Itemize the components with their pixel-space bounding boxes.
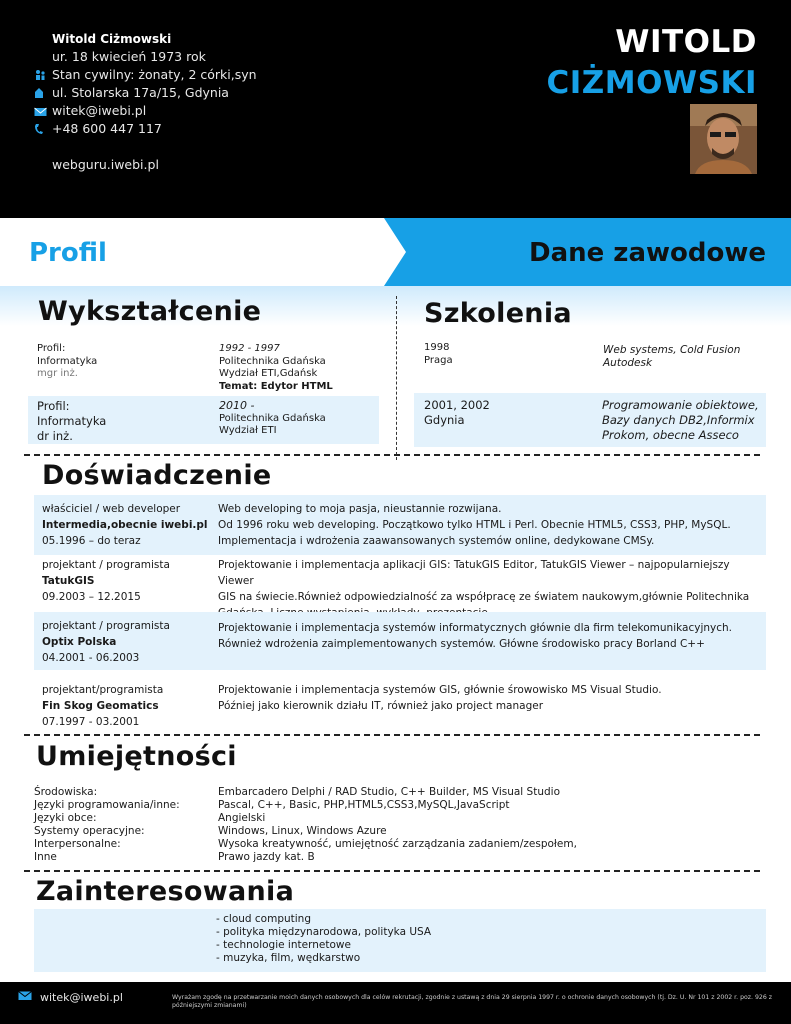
list-item: - cloud computing <box>216 913 311 925</box>
skill-row: Języki programowania/inne: Pascal, C++, Basic, PHP,HTML5,CSS3,MySQL,JavaScript <box>34 799 510 811</box>
email-icon <box>18 990 32 1004</box>
email-icon <box>34 106 52 117</box>
interests-band <box>34 909 766 972</box>
exp-entry-2: projektant / programista TatukGIS 09.2003 – 12.2015 Projektowanie i implementacja aplikacji GIS: TatukGIS Editor, TatukGIS Viewer – najpopularniejszy Viewer GIS na świecie.Również odpowiedzialność za współpracę ze światem naukowym,głównie Politechnika <box>42 559 750 603</box>
interests-list <box>216 913 431 965</box>
exp-entry-1: właściciel / web developer Intermedia,obecnie iwebi.pl 05.1996 – do teraz Web developing to moja pasja, nieustannie rozwijana. Od 1996 roku web developing. Początkowo tylko HTML i Perl. Obecnie HTML5, CSS3, PHP, MySQL. Implementacja i wdrożenia zaawansowanych systemów online, dedykowane CMSy. <box>42 503 731 547</box>
interests-title: Zainteresowania <box>36 876 295 907</box>
list-item: - technologie internetowe <box>216 939 351 951</box>
footer-email[interactable]: witek@iwebi.pl <box>40 990 123 1004</box>
edu1-school: 1992 - 1997 Politechnika Gdańska Wydział ETI,Gdańsk Temat: Edytor HTML <box>219 343 333 392</box>
contact-website[interactable]: webguru.iwebi.pl <box>52 157 159 172</box>
profile-photo <box>690 104 757 174</box>
edu2-school: 2010 - Politechnika Gdańska Wydział ETI <box>219 399 326 436</box>
name-heading <box>546 22 757 104</box>
experience-title: Doświadczenie <box>42 460 272 491</box>
skill-row: Interpersonalne: Wysoka kreatywność, umiejętność zarządzania zadaniem/zespołem, <box>34 838 577 850</box>
header <box>0 0 791 218</box>
footer-legal-note: Wyrażam zgodę na przetwarzanie moich danych osobowych dla celów rekrutacji, zgodnie z ustawą z dnia 29 sierpnia 1997 r. o ochronie danych osobowych (tj. Dz. U. Nr 101 z 2002 r. poz. 926 z późniejszymi zmianami) <box>172 994 773 1009</box>
exp-entry-4: projektant/programista Fin Skog Geomatics 07.1997 - 03.2001 Projektowanie i implementacja systemów GIS, głównie śrowowisko MS Visual Studio. Później jako kierownik działu IT, również jako project manager <box>42 684 662 728</box>
education-title: Wykształcenie <box>38 296 262 327</box>
trainings-title: Szkolenia <box>424 298 572 329</box>
list-item: - muzyka, film, wędkarstwo <box>216 952 361 964</box>
skills-table <box>34 786 577 864</box>
banner-dane-zawodowe: Dane zawodowe <box>528 238 766 268</box>
home-icon <box>34 87 52 99</box>
edu1-profile: Profil: Informatyka mgr inż. <box>37 343 98 379</box>
skill-row: Języki obce: Angielski <box>34 812 266 824</box>
train2-topic: Programowanie obiektowe, Bazy danych DB2,Informix Prokom, obecne Asseco <box>602 398 759 442</box>
contact-phone: +48 600 447 117 <box>52 121 162 136</box>
contact-email[interactable]: witek@iwebi.pl <box>52 103 147 118</box>
train1-place: 1998 Praga <box>424 342 453 366</box>
phone-icon <box>34 123 52 135</box>
column-divider <box>396 296 397 460</box>
train1-topic: Web systems, Cold Fusion Autodesk <box>603 344 741 369</box>
section-banner <box>0 218 791 286</box>
contact-block <box>34 30 257 174</box>
train2-place: 2001, 2002 Gdynia <box>424 398 490 427</box>
last-name: CIŻMOWSKI <box>546 65 757 101</box>
contact-address: ul. Stolarska 17a/15, Gdynia <box>52 85 229 100</box>
divider-education <box>24 454 760 456</box>
contact-status: Stan cywilny: żonaty, 2 córki,syn <box>52 67 257 82</box>
skill-row: Inne Prawo jazdy kat. B <box>34 851 315 863</box>
skill-row: Systemy operacyjne: Windows, Linux, Windows Azure <box>34 825 387 837</box>
list-item: - polityka międzynarodowa, polityka USA <box>216 926 432 938</box>
skill-row: Środowiska: Embarcadero Delphi / RAD Studio, C++ Builder, MS Visual Studio <box>34 786 560 798</box>
exp-entry-3: projektant / programista Optix Polska 04.2001 - 06.2003 Projektowanie i implementacja systemów informatycznych głównie dla firm telekomunikacyjnych. Również wdrożenia zaimplementowanych systemów. Główne środowisko pracy Borland C++ <box>42 620 732 664</box>
footer <box>0 982 791 1024</box>
divider-skills <box>24 870 760 872</box>
contact-birth: ur. 18 kwiecień 1973 rok <box>52 49 206 64</box>
family-icon <box>34 69 52 81</box>
banner-profil: Profil <box>29 238 107 268</box>
footer-contact <box>18 990 123 1004</box>
edu2-profile: Profil: Informatyka dr inż. <box>37 399 107 443</box>
skills-title: Umiejętności <box>36 741 237 772</box>
divider-experience <box>24 734 760 736</box>
contact-name: Witold Ciżmowski <box>52 32 172 46</box>
first-name: WITOLD <box>615 24 757 60</box>
